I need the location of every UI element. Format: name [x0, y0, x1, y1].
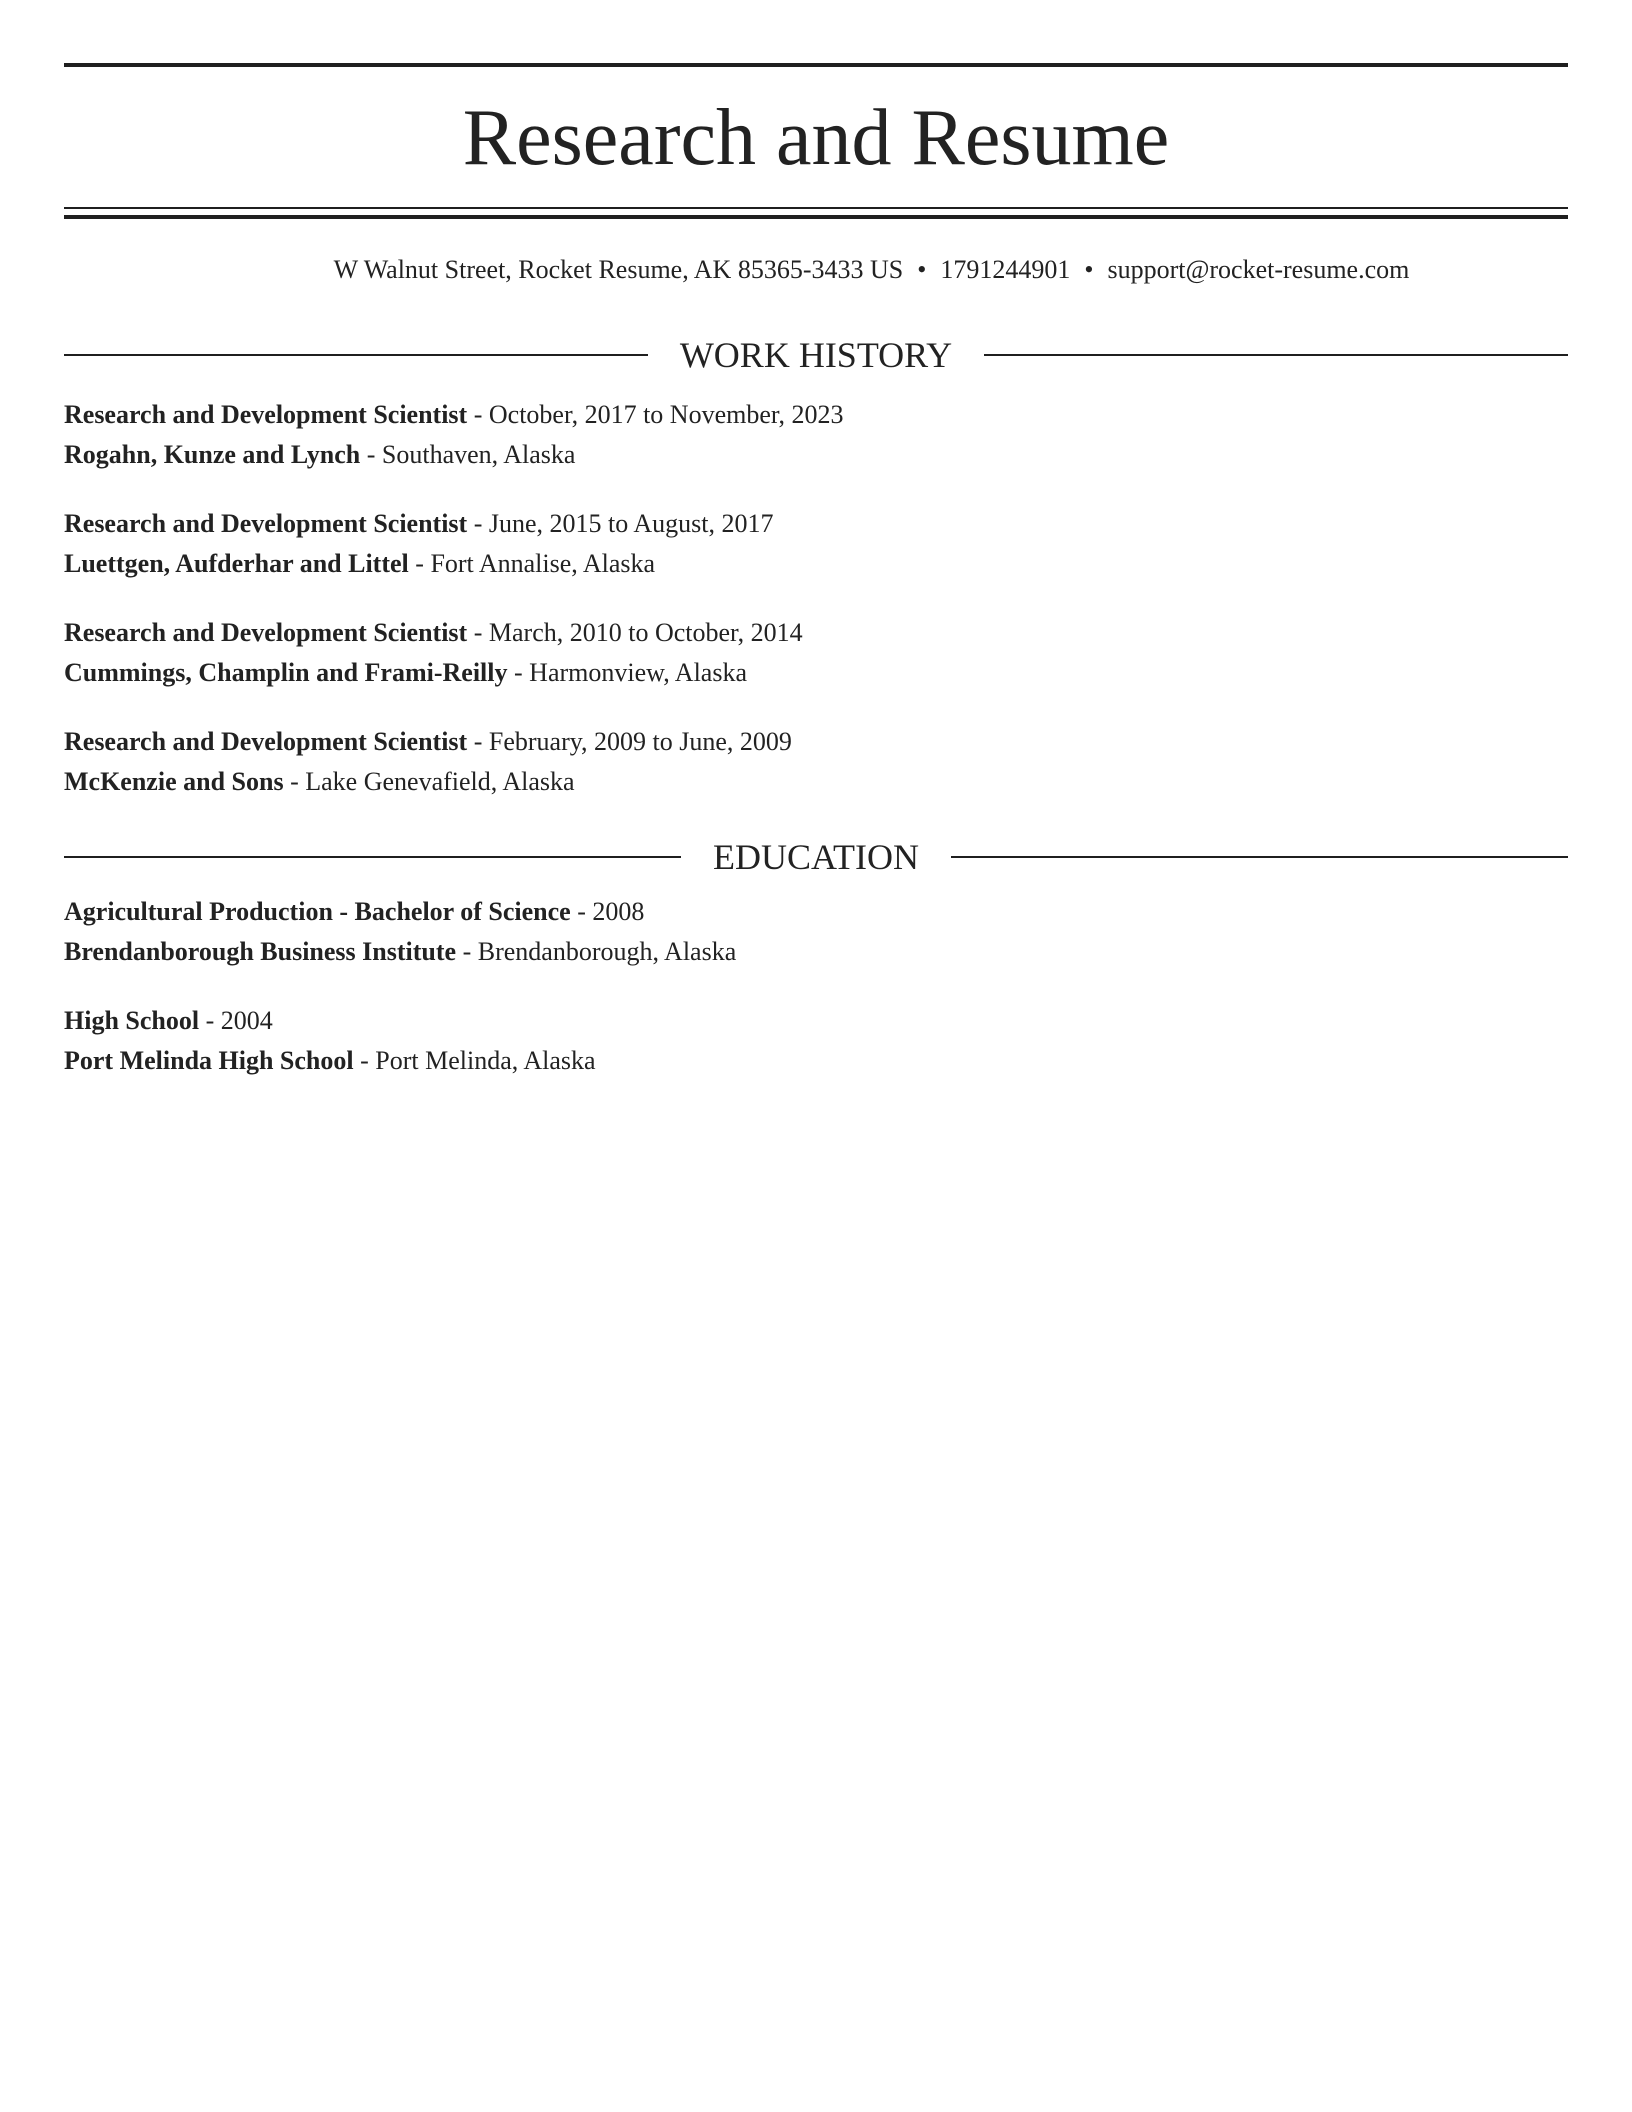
resume-title: Research and Resume	[462, 94, 1170, 182]
education-entry	[64, 892, 1568, 972]
header-bottom-rule-thick	[64, 215, 1568, 219]
company-name: Luettgen, Aufderhar and Littel	[64, 549, 409, 578]
dash: -	[360, 1046, 369, 1075]
company-name: Rogahn, Kunze and Lynch	[64, 440, 361, 469]
dash: -	[415, 549, 424, 578]
school-location: Port Melinda, Alaska	[375, 1046, 596, 1075]
work-entry-title-row	[64, 613, 1568, 653]
dash: -	[290, 767, 299, 796]
work-entry	[64, 504, 1568, 584]
work-history-title: WORK HISTORY	[679, 335, 953, 375]
contact-separator: •	[917, 255, 927, 284]
work-entry	[64, 722, 1568, 802]
job-location: Harmonview, Alaska	[529, 658, 747, 687]
contact-separator: •	[1084, 255, 1094, 284]
dash: -	[473, 727, 483, 756]
work-entry-company-row	[64, 653, 1568, 693]
job-location: Southaven, Alaska	[381, 440, 576, 469]
dash: -	[473, 618, 483, 647]
degree-name: High School	[64, 1006, 200, 1035]
dash: -	[473, 400, 483, 429]
company-name: Cummings, Champlin and Frami-Reilly	[64, 658, 508, 687]
graduation-year: 2008	[592, 897, 645, 926]
job-dates: June, 2015 to August, 2017	[488, 509, 774, 538]
job-dates: October, 2017 to November, 2023	[488, 400, 844, 429]
header-top-rule	[64, 63, 1568, 67]
job-location: Lake Genevafield, Alaska	[305, 767, 575, 796]
education-heading	[64, 835, 1568, 879]
school-name: Brendanborough Business Institute	[64, 937, 457, 966]
work-entry	[64, 613, 1568, 693]
work-entry-company-row	[64, 762, 1568, 802]
education-entry	[64, 1001, 1568, 1081]
dash: -	[514, 658, 523, 687]
job-location: Fort Annalise, Alaska	[430, 549, 656, 578]
school-location: Brendanborough, Alaska	[477, 937, 737, 966]
education-title: EDUCATION	[713, 837, 919, 877]
job-title: Research and Development Scientist	[64, 618, 468, 647]
school-name: Port Melinda High School	[64, 1046, 354, 1075]
degree-name: Agricultural Production - Bachelor of Science	[64, 897, 571, 926]
job-title: Research and Development Scientist	[64, 400, 468, 429]
contact-line	[64, 252, 1632, 288]
contact-phone: 1791244901	[940, 255, 1071, 284]
job-dates: March, 2010 to October, 2014	[488, 618, 803, 647]
work-entry-title-row	[64, 504, 1568, 544]
work-entry-company-row	[64, 544, 1568, 584]
heading-rule-right	[951, 856, 1568, 858]
heading-rule-left	[64, 856, 681, 858]
dash: -	[473, 509, 483, 538]
heading-rule-left	[64, 354, 648, 356]
contact-address: W Walnut Street, Rocket Resume, AK 85365-3433 US	[333, 255, 904, 284]
job-dates: February, 2009 to June, 2009	[488, 727, 792, 756]
work-entry-title-row	[64, 722, 1568, 762]
dash: -	[462, 937, 472, 966]
education-entry-degree-row	[64, 1001, 1568, 1041]
header-bottom-rule-thin	[64, 207, 1568, 209]
work-history-heading	[64, 333, 1568, 377]
work-entry	[64, 395, 1568, 475]
work-entry-title-row	[64, 395, 1568, 435]
dash: -	[205, 1006, 215, 1035]
company-name: McKenzie and Sons	[64, 767, 284, 796]
education-entry-degree-row	[64, 892, 1568, 932]
dash: -	[366, 440, 376, 469]
job-title: Research and Development Scientist	[64, 727, 468, 756]
heading-rule-right	[984, 354, 1568, 356]
dash: -	[577, 897, 586, 926]
education-entry-school-row	[64, 932, 1568, 972]
contact-email: support@rocket-resume.com	[1107, 255, 1410, 284]
job-title: Research and Development Scientist	[64, 509, 468, 538]
education-entry-school-row	[64, 1041, 1568, 1081]
graduation-year: 2004	[220, 1006, 273, 1035]
work-entry-company-row	[64, 435, 1568, 475]
